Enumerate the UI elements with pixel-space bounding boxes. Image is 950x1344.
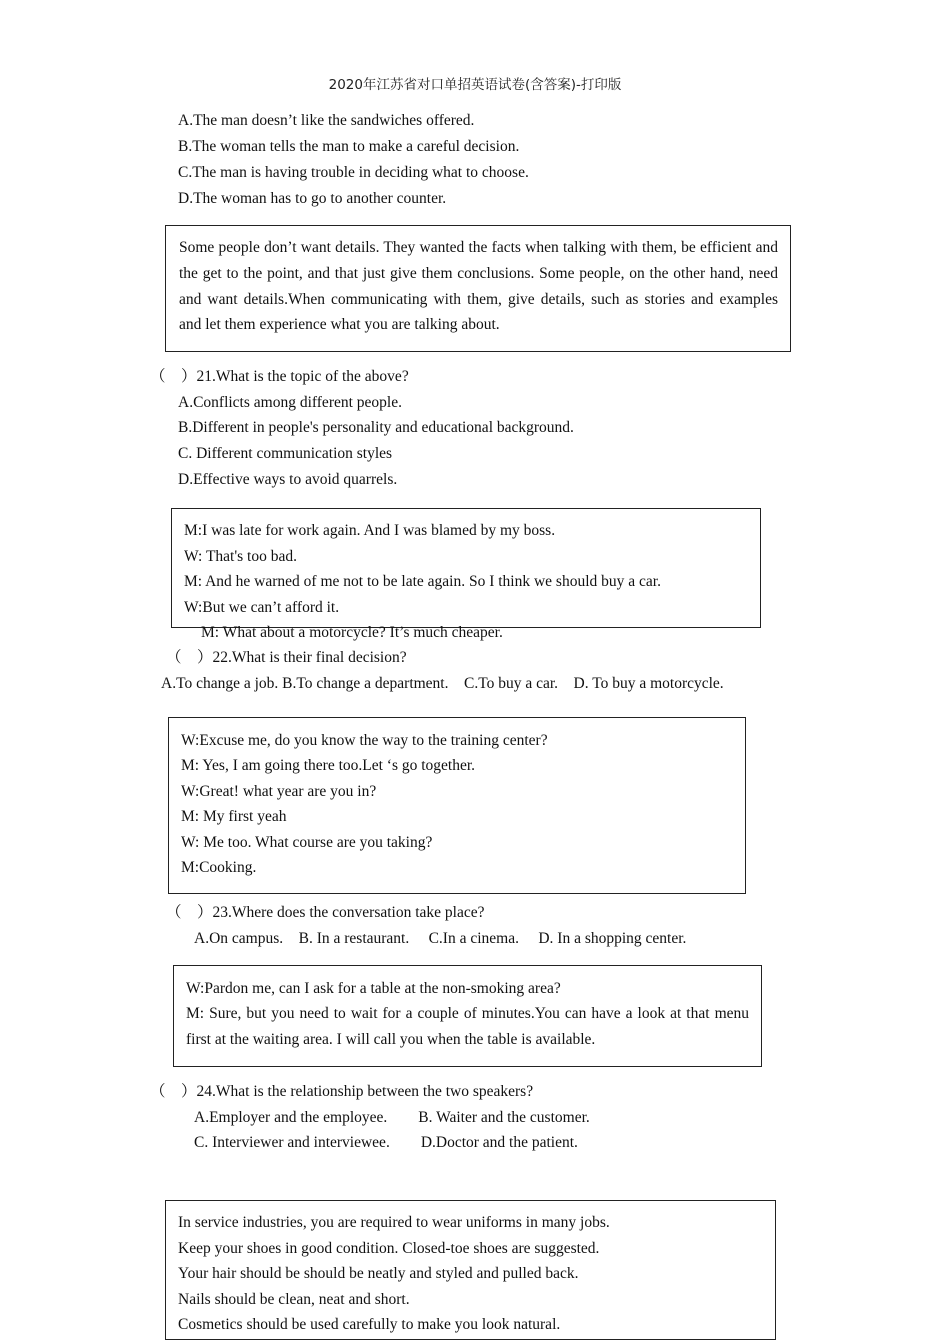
q21-stem: （ ）21.What is the topic of the above? bbox=[150, 368, 409, 385]
q21-option-c: C. Different communication styles bbox=[178, 445, 393, 462]
q24-stem: （ ）24.What is the relationship between the two speakers? bbox=[150, 1083, 534, 1100]
dialog-23-line-1: W:Excuse me, do you know the way to the training center? bbox=[181, 732, 548, 749]
dialog-23-line-6: M:Cooking. bbox=[181, 859, 257, 876]
dialog-24-line-2: M: Sure, but you need to wait for a couple of minutes.You can have a look at that menu first at the waiting area. I will call you when the table is available. bbox=[186, 1005, 749, 1048]
dialog-22-line-5: M: What about a motorcycle? It’s much cheaper. bbox=[201, 624, 503, 641]
q21-option-d: D.Effective ways to avoid quarrels. bbox=[178, 471, 398, 488]
passage-25-line-5: Cosmetics should be used carefully to make you look natural. bbox=[178, 1316, 561, 1333]
q24-options-row-1: A.Employer and the employee. B. Waiter and the customer. bbox=[194, 1109, 590, 1126]
dialog-22-line-1: M:I was late for work again. And I was blamed by my boss. bbox=[184, 522, 556, 539]
q22-options: A.To change a job. B.To change a department. C.To buy a car. D. To buy a motorcycle. bbox=[161, 675, 724, 692]
dialog-24-box bbox=[173, 965, 762, 1067]
q22-stem: （ ）22.What is their final decision? bbox=[166, 649, 407, 666]
q21-option-b: B.Different in people's personality and educational background. bbox=[178, 419, 574, 436]
passage-25-line-4: Nails should be clean, neat and short. bbox=[178, 1291, 410, 1308]
dialog-23-line-4: M: My first yeah bbox=[181, 808, 287, 825]
passage-25-line-1: In service industries, you are required to wear uniforms in many jobs. bbox=[178, 1214, 610, 1231]
dialog-22-line-3: M: And he warned of me not to be late again. So I think we should buy a car. bbox=[184, 573, 661, 590]
passage-25-line-3: Your hair should be should be neatly and styled and pulled back. bbox=[178, 1265, 579, 1282]
q20-option-c: C.The man is having trouble in deciding what to choose. bbox=[178, 164, 529, 181]
dialog-22-line-4: W:But we can’t afford it. bbox=[184, 599, 340, 616]
page-header-title: 2020年江苏省对口单招英语试卷(含答案)-打印版 bbox=[328, 77, 622, 93]
q24-options-row-2: C. Interviewer and interviewee. D.Doctor and the patient. bbox=[194, 1134, 578, 1151]
q21-option-a: A.Conflicts among different people. bbox=[178, 394, 402, 411]
dialog-23-line-3: W:Great! what year are you in? bbox=[181, 783, 377, 800]
q20-option-d: D.The woman has to go to another counter. bbox=[178, 190, 447, 207]
dialog-22-box bbox=[171, 508, 761, 628]
dialog-23-line-5: W: Me too. What course are you taking? bbox=[181, 834, 433, 851]
passage-25-box bbox=[165, 1200, 776, 1340]
dialog-24-line-1: W:Pardon me, can I ask for a table at the non-smoking area? bbox=[186, 980, 561, 997]
q23-options: A.On campus. B. In a restaurant. C.In a cinema. D. In a shopping center. bbox=[194, 930, 687, 947]
q20-option-b: B.The woman tells the man to make a careful decision. bbox=[178, 138, 520, 155]
q20-option-a: A.The man doesn’t like the sandwiches offered. bbox=[178, 112, 475, 129]
passage-21-box bbox=[165, 225, 791, 352]
dialog-22-line-2: W: That's too bad. bbox=[184, 548, 297, 565]
dialog-23-box bbox=[168, 717, 746, 894]
dialog-23-line-2: M: Yes, I am going there too.Let ‘s go together. bbox=[181, 757, 476, 774]
q23-stem: （ ）23.Where does the conversation take place? bbox=[166, 904, 485, 921]
passage-25-line-2: Keep your shoes in good condition. Closed-toe shoes are suggested. bbox=[178, 1240, 600, 1257]
passage-21-text: Some people don’t want details. They wanted the facts when talking with them, be efficient and the get to the point, and that just give them conclusions. Some people, on the other hand, need and want details.When communicating with them, give details, such as stories and examples and let them experience what you are talking about. bbox=[179, 239, 778, 334]
